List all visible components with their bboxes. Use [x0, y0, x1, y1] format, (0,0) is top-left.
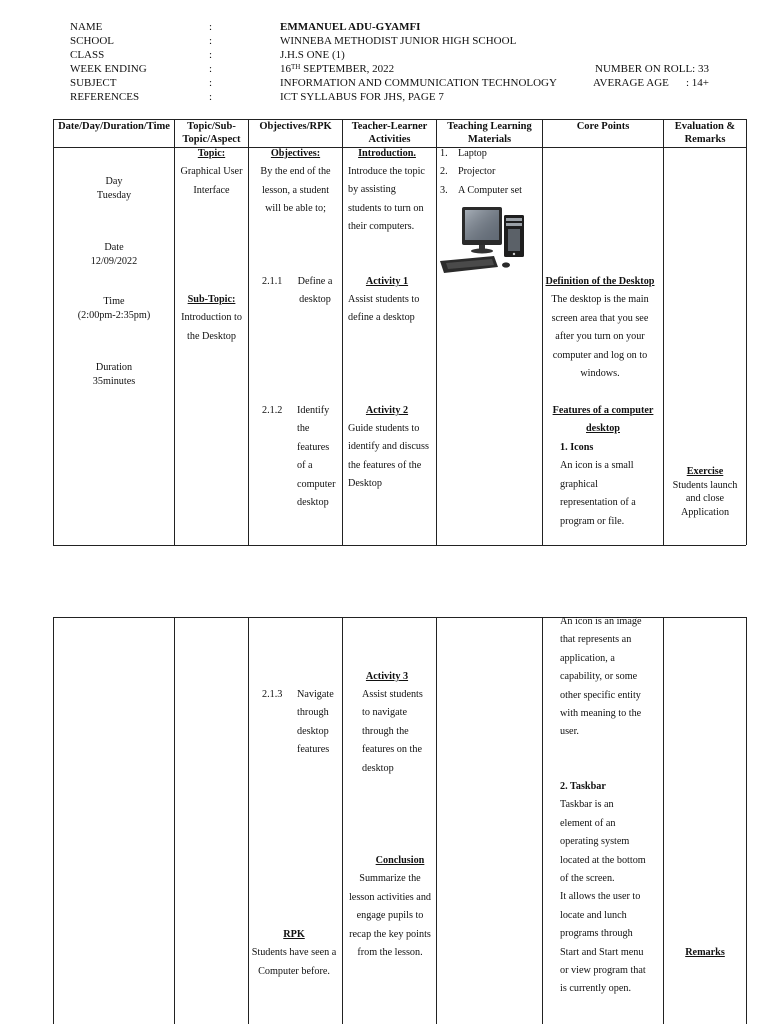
activity-2-text — [348, 420, 438, 494]
icons-line: representation of a — [560, 497, 636, 509]
header-activities-line1: Teacher-Learner — [351, 121, 428, 132]
material-label: Projector — [458, 166, 496, 178]
remarks-heading-text: Remarks — [685, 947, 725, 958]
table-border — [436, 617, 437, 1024]
icon-line: with meaning to the — [560, 708, 642, 720]
conclusion-heading: Conclusion — [375, 855, 425, 866]
objective-line: desktop — [297, 725, 329, 737]
exercise-block — [663, 465, 747, 519]
icons-heading: 1. Icons — [560, 442, 594, 453]
taskbar-line: programs through — [560, 928, 633, 940]
value-class: J.H.S ONE (1) — [280, 49, 345, 61]
conclusion-line: from the lesson. — [357, 947, 423, 959]
header-evaluation — [663, 121, 747, 146]
icon-line: user. — [560, 726, 579, 738]
exercise-line: Application — [680, 506, 730, 518]
colon: : — [209, 77, 213, 89]
icons-line: An icon is a small — [560, 460, 634, 472]
rpk-line: Computer before. — [258, 965, 330, 977]
objective-line: through — [297, 707, 329, 719]
definition-line: windows. — [580, 368, 620, 380]
value-name: EMMANUEL ADU-GYAMFI — [280, 21, 421, 33]
objective-line: Navigate — [297, 689, 334, 700]
objectives-line: By the end of the — [260, 166, 331, 178]
label-school: SCHOOL — [70, 35, 115, 47]
week-day: 16 — [280, 63, 291, 75]
activity-line: through the — [362, 725, 409, 737]
activity-1-text — [348, 291, 438, 328]
material-number: 3. — [440, 184, 448, 196]
week-day-suffix: TH — [291, 63, 301, 71]
day-value: Tuesday — [96, 189, 132, 201]
activity-2-heading — [342, 402, 432, 420]
time-block — [53, 295, 175, 322]
material-item — [440, 182, 540, 200]
exercise-line: Students launch — [672, 479, 738, 491]
features-heading-line: Features of a computer — [552, 405, 654, 416]
power-light — [513, 253, 515, 255]
activity-3-heading — [342, 668, 432, 686]
introduction-line: Introduce the topic — [348, 166, 425, 177]
header-materials-line1: Teaching Learning — [447, 121, 532, 132]
remarks-heading — [663, 944, 747, 962]
features-heading-line: desktop — [586, 423, 620, 435]
label-references: REFERENCES — [70, 91, 140, 103]
time-value: (2:00pm-2:35pm) — [77, 309, 151, 321]
objective-3-text — [297, 686, 342, 760]
activity-3-text — [362, 686, 436, 778]
header-activities — [342, 121, 437, 146]
header-activities-line2: Activities — [368, 133, 411, 145]
date-label: Date — [104, 242, 124, 253]
colon: : — [209, 21, 213, 33]
icon-line: An icon is an image — [560, 616, 642, 627]
duration-label: Duration — [95, 362, 133, 373]
objective-number: 2.1.2 — [262, 405, 283, 416]
activity-line: features on the — [362, 744, 422, 756]
colon: : — [209, 35, 213, 47]
objectives-line: lesson, a student — [261, 184, 330, 196]
activity-line: Assist students to — [348, 294, 420, 305]
objectives-heading: Objectives: — [270, 148, 321, 159]
introduction-text — [348, 163, 438, 237]
taskbar-heading: 2. Taskbar — [560, 781, 606, 792]
colon: : — [209, 63, 213, 75]
activity-line: Guide students to — [348, 423, 420, 434]
material-item — [440, 145, 540, 163]
duration-value: 35minutes — [92, 375, 136, 387]
taskbar-line: It allows the user to — [560, 891, 641, 903]
table-border — [53, 119, 746, 120]
activity-1-heading — [342, 273, 432, 291]
definition-line: computer and log on to — [552, 349, 648, 361]
duration-block — [53, 361, 175, 388]
activity-line: desktop — [362, 762, 394, 774]
introduction-line: by assisting — [348, 184, 396, 196]
header-materials — [436, 121, 543, 146]
taskbar-line: locate and lunch — [560, 909, 627, 921]
objective-1-text — [290, 273, 340, 310]
value-subject: INFORMATION AND COMMUNICATION TECHNOLOGY — [280, 77, 557, 89]
conclusion-block — [342, 852, 438, 962]
rpk-block — [244, 926, 344, 981]
exercise-heading: Exercise — [686, 466, 724, 477]
exercise-line: and close — [685, 493, 725, 504]
table-border — [53, 617, 54, 1024]
icon-line: application, a — [560, 652, 615, 664]
activity-line: Desktop — [348, 478, 382, 490]
monitor-screen-glare — [465, 210, 499, 240]
subtopic-line: the Desktop — [187, 330, 236, 342]
drive-bay — [506, 223, 522, 226]
activity-line: the features of the — [348, 459, 422, 471]
day-label: Day — [105, 176, 123, 187]
definition-block — [538, 273, 662, 383]
taskbar-line: Taskbar is an — [560, 799, 614, 811]
header-topic-line1: Topic/Sub- — [187, 121, 236, 132]
date-block — [53, 241, 175, 268]
week-rest: SEPTEMBER, 2022 — [300, 63, 395, 75]
header-evaluation-line2: Remarks — [684, 133, 726, 145]
colon: : — [209, 91, 213, 103]
objective-line: features — [297, 744, 330, 756]
objective-line: the — [297, 423, 310, 435]
activity-2-heading-text: Activity 2 — [365, 405, 409, 416]
introduction-heading — [348, 145, 426, 163]
icons-block — [560, 439, 660, 531]
objective-line: Define a — [297, 276, 333, 287]
taskbar-line: Start and Start menu — [560, 946, 644, 958]
average-age-label: AVERAGE AGE — [593, 77, 669, 89]
header-materials-line2: Materials — [467, 133, 512, 145]
objective-number: 2.1.3 — [262, 689, 283, 700]
colon: : — [209, 49, 213, 61]
conclusion-line: Summarize the — [359, 873, 421, 885]
topic-block — [174, 145, 249, 200]
taskbar-line: element of an — [560, 817, 616, 829]
table-border — [542, 617, 543, 1024]
introduction-heading-text: Introduction. — [358, 148, 416, 159]
header-objectives: Objectives/RPK — [259, 121, 332, 132]
objective-line: Identify — [297, 405, 330, 416]
icons-line: graphical — [560, 478, 598, 490]
date-value: 12/09/2022 — [90, 255, 138, 267]
value-week-ending — [280, 63, 394, 77]
subtopic-block — [174, 291, 249, 346]
icons-line: program or file. — [560, 515, 625, 527]
day-block — [53, 175, 175, 202]
subtopic-line: Introduction to — [181, 312, 242, 324]
introduction-line: students to turn on — [348, 202, 424, 214]
icon-line: that represents an — [560, 634, 632, 646]
objective-line: of a — [297, 460, 313, 472]
activity-3-heading-text: Activity 3 — [365, 671, 409, 682]
header-evaluation-line1: Evaluation & — [674, 121, 736, 132]
subtopic-heading: Sub-Topic: — [187, 294, 236, 305]
label-class: CLASS — [70, 49, 105, 61]
rpk-line: Students have seen a — [251, 947, 337, 959]
label-name: NAME — [70, 21, 103, 33]
material-number: 1. — [440, 148, 448, 159]
activity-line: to navigate — [362, 707, 407, 719]
mouse — [502, 262, 510, 267]
table-border — [53, 545, 746, 546]
objective-line: features — [297, 441, 330, 453]
computer-set-image — [436, 203, 542, 275]
definition-line: after you turn on your — [555, 331, 645, 343]
monitor-base — [471, 249, 493, 254]
number-on-roll: NUMBER ON ROLL: 33 — [595, 63, 709, 75]
activity-line: define a desktop — [348, 312, 415, 324]
objective-line: computer — [297, 478, 336, 490]
conclusion-line: recap the key points — [349, 928, 431, 940]
taskbar-line: of the screen. — [560, 873, 615, 885]
taskbar-line: located at the bottom — [560, 854, 646, 866]
definition-line: screen area that you see — [551, 312, 649, 324]
average-age-value: : 14+ — [686, 77, 710, 89]
icon-definition-continued — [560, 613, 662, 742]
time-label: Time — [103, 296, 125, 307]
activity-1-heading-text: Activity 1 — [365, 276, 409, 287]
rpk-heading: RPK — [283, 929, 305, 940]
material-label: Laptop — [458, 148, 487, 159]
topic-line: Graphical User — [180, 166, 243, 178]
conclusion-line: lesson activities and — [348, 891, 432, 903]
objectives-line: will be able to; — [265, 203, 326, 215]
objectives-block — [248, 145, 343, 219]
definition-line: The desktop is the main — [551, 294, 649, 306]
table-border — [174, 617, 175, 1024]
table-border — [746, 617, 747, 1024]
header-core-points: Core Points — [576, 121, 630, 132]
value-school: WINNEBA METHODIST JUNIOR HIGH SCHOOL — [280, 35, 517, 47]
conclusion-heading-wrap — [342, 852, 438, 870]
header-topic-line2: Topic/Aspect — [182, 133, 241, 145]
material-label: A Computer set — [458, 184, 522, 196]
label-week-ending: WEEK ENDING — [70, 63, 147, 75]
label-subject: SUBJECT — [70, 77, 117, 89]
introduction-line: their computers. — [348, 221, 415, 233]
activity-line: Assist students — [362, 689, 423, 700]
taskbar-line: or view program that — [560, 965, 646, 977]
objective-2-text — [297, 402, 342, 512]
header-date-day: Date/Day/Duration/Time — [58, 121, 170, 132]
icon-line: other specific entity — [560, 689, 641, 701]
conclusion-line: engage pupils to — [356, 910, 424, 922]
header-topic — [174, 121, 249, 146]
features-heading — [542, 402, 664, 439]
table-border — [663, 617, 664, 1024]
material-number: 2. — [440, 166, 448, 178]
objective-number: 2.1.1 — [262, 276, 283, 287]
objective-line: desktop — [297, 497, 329, 509]
material-item — [440, 163, 540, 181]
tower-panel — [508, 229, 520, 251]
topic-line: Interface — [193, 184, 230, 196]
taskbar-line: operating system — [560, 836, 630, 848]
activity-line: identify and discuss — [348, 441, 429, 453]
topic-heading: Topic: — [197, 148, 226, 159]
definition-heading: Definition of the Desktop — [545, 276, 655, 287]
objective-line: desktop — [299, 294, 331, 306]
materials-list — [440, 145, 540, 200]
taskbar-line: is currently open. — [560, 983, 632, 995]
value-references: ICT SYLLABUS FOR JHS, PAGE 7 — [280, 91, 444, 103]
icon-line: capability, or some — [560, 671, 638, 683]
drive-bay — [506, 218, 522, 221]
taskbar-block — [560, 778, 662, 999]
